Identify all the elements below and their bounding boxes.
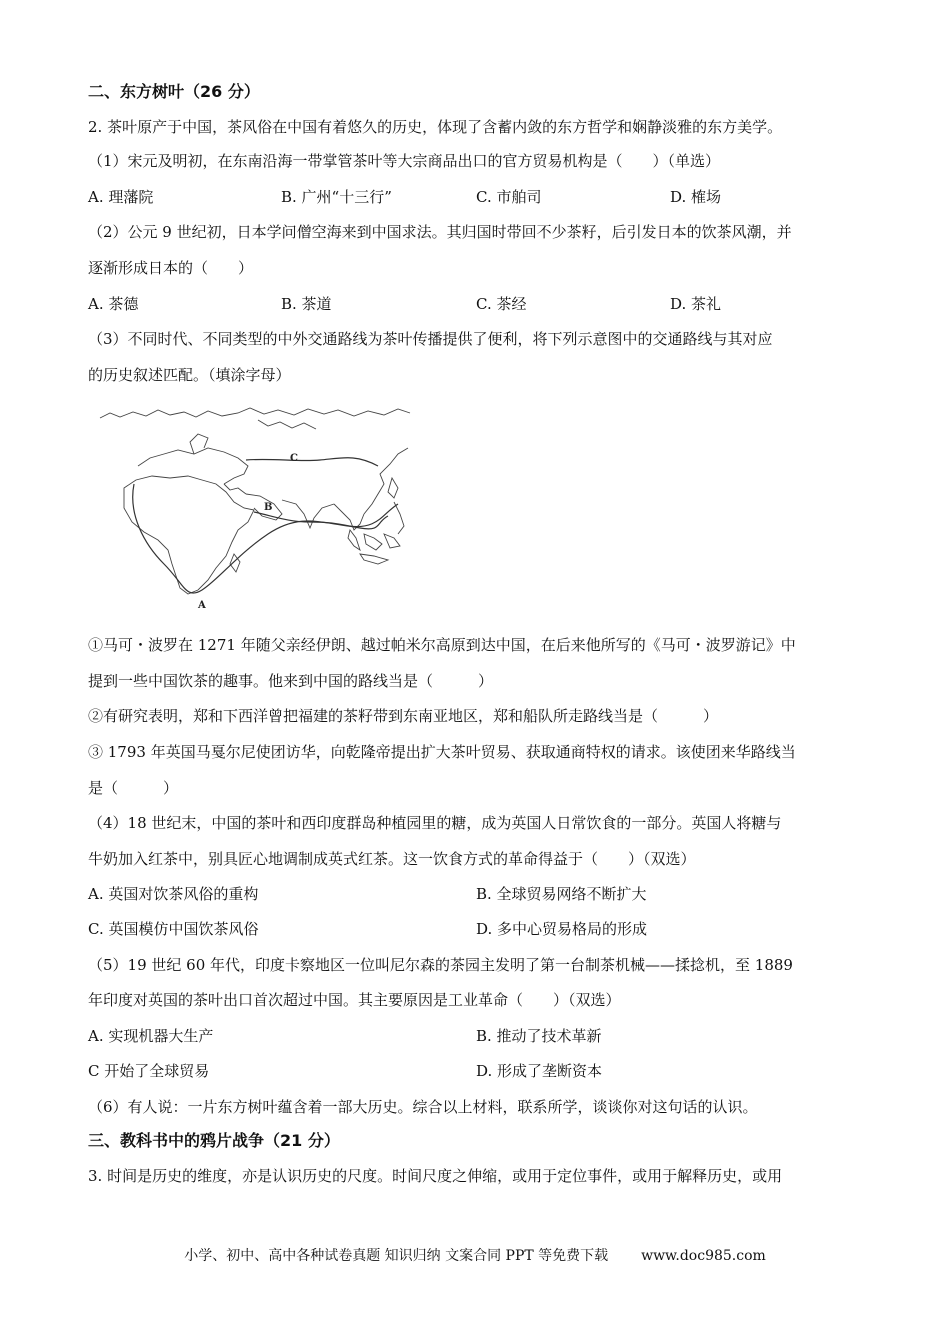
q2-sub2-option-b: B. 茶道	[281, 295, 332, 313]
map-label-b: B	[264, 502, 273, 513]
q2-sub5-option-d: D. 形成了垄断资本	[476, 1062, 603, 1080]
q2-sub4-option-b: B. 全球贸易网络不断扩大	[476, 885, 647, 903]
q2-sub4-option-a: A. 英国对饮茶风俗的重构	[88, 885, 259, 903]
section3-title: 三、教科书中的鸦片战争（21 分）	[88, 1131, 340, 1150]
q2-sub2-line1: （2）公元 9 世纪初，日本学问僧空海来到中国求法。其归国时带回不少茶籽，后引发日本的饮茶风潮，并	[88, 223, 792, 241]
q2-sub5-option-c: C 开始了全球贸易	[88, 1062, 210, 1080]
q2-sub5-line2: 年印度对英国的茶叶出口首次超过中国。其主要原因是工业革命（ ）（双选）	[88, 991, 621, 1009]
map-label-c: C	[290, 453, 298, 464]
page-footer	[0, 1246, 950, 1266]
q2-sub2-option-d: D. 茶礼	[670, 295, 722, 313]
q2-sub1-text: （1）宋元及明初，在东南沿海一带掌管茶叶等大宗商品出口的官方贸易机构是（ ）（单选）	[88, 152, 721, 170]
q2-sub3-line1: （3）不同时代、不同类型的中外交通路线为茶叶传播提供了便利，将下列示意图中的交通路线与其对应	[88, 330, 773, 348]
q2-sub3-item3-line1: ③ 1793 年英国马戛尔尼使团访华，向乾隆帝提出扩大茶叶贸易、获取通商特权的请求。该使团来华路线当	[88, 743, 796, 761]
q2-sub2-option-c: C. 茶经	[476, 295, 527, 313]
q2-sub3-item1-line2: 提到一些中国饮茶的趣事。他来到中国的路线当是（ ）	[88, 672, 494, 690]
q2-sub4-line2: 牛奶加入红茶中，别具匠心地调制成英式红茶。这一饮食方式的革命得益于（ ）（双选）	[88, 850, 696, 868]
question2-stem: 2. 茶叶原产于中国，茶风俗在中国有着悠久的历史，体现了含蓄内敛的东方哲学和娴静淡雅的东方美学。	[88, 118, 783, 136]
q2-sub1-option-c: C. 市舶司	[476, 188, 542, 206]
q2-sub6: （6）有人说：一片东方树叶蕴含着一部大历史。综合以上材料，联系所学，谈谈你对这句话的认识。	[88, 1098, 758, 1116]
section2-title: 二、东方树叶（26 分）	[88, 82, 260, 101]
q2-sub3-item1-line1: ①马可・波罗在 1271 年随父亲经伊朗、越过帕米尔高原到达中国，在后来他所写的《马可・波罗游记》中	[88, 636, 796, 654]
q2-sub1-option-b: B. 广州“十三行”	[281, 188, 392, 206]
trade-route-map	[98, 404, 413, 612]
q2-sub3-item3-line2: 是（ ）	[88, 779, 179, 797]
q2-sub2-line2: 逐渐形成日本的（ ）	[88, 259, 254, 277]
q2-sub3-item2: ②有研究表明，郑和下西洋曾把福建的茶籽带到东南亚地区，郑和船队所走路线当是（ ）	[88, 707, 719, 725]
q2-sub3-line2: 的历史叙述匹配。（填涂字母）	[88, 366, 291, 384]
q2-sub4-line1: （4）18 世纪末，中国的茶叶和西印度群岛种植园里的糖，成为英国人日常饮食的一部分。英国人将糖与	[88, 814, 782, 832]
q2-sub1-option-a: A. 理藩院	[88, 188, 154, 206]
footer-url[interactable]: www.doc985.com	[641, 1248, 766, 1264]
question3-stem: 3. 时间是历史的维度，亦是认识历史的尺度。时间尺度之伸缩，或用于定位事件，或用于解释历史，或用	[88, 1167, 783, 1185]
q2-sub5-option-a: A. 实现机器大生产	[88, 1027, 214, 1045]
q2-sub4-option-c: C. 英国模仿中国饮茶风俗	[88, 920, 259, 938]
map-label-a: A	[198, 600, 206, 611]
q2-sub5-option-b: B. 推动了技术革新	[476, 1027, 602, 1045]
q2-sub2-option-a: A. 茶德	[88, 295, 139, 313]
q2-sub4-option-d: D. 多中心贸易格局的形成	[476, 920, 648, 938]
q2-sub1-option-d: D. 榷场	[670, 188, 722, 206]
q2-sub5-line1: （5）19 世纪 60 年代，印度卡察地区一位叫尼尔森的茶园主发明了第一台制茶机械——揉捻机，至 1889	[88, 956, 793, 974]
footer-text: 小学、初中、高中各种试卷真题 知识归纳 文案合同 PPT 等免费下载	[184, 1248, 609, 1264]
